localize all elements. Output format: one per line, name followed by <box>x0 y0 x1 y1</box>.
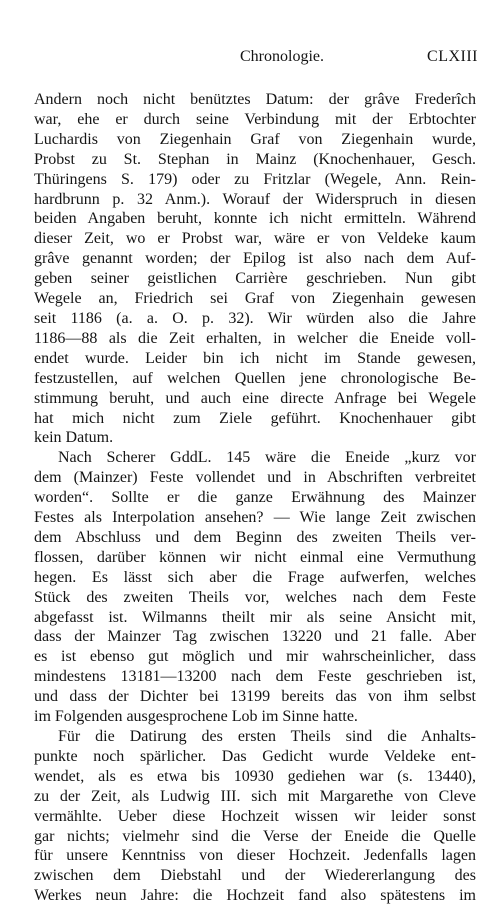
running-header <box>34 48 478 72</box>
text-line: war, ehe er durch seine Verbindung mit der Erbtochter <box>34 110 476 128</box>
text-line: Werkes neun Jahre: die Hochzeit fand also spätestens im <box>34 887 476 905</box>
text-line: beiden Angaben beruht, konnte ich nicht ermitteln. Während <box>34 210 476 228</box>
text-line: endet wurde. Leider bin ich nicht im Stande gewesen, <box>34 349 476 367</box>
text-line: punkte noch spärlicher. Das Gedicht wurde Veldeke ent- <box>34 747 476 765</box>
text-line: es ist ebenso gut möglich und mir wahrscheinlicher, dass <box>34 648 476 666</box>
page-number: CLXIII <box>427 48 478 65</box>
text-line: gar nichts; vielmehr sind die Verse der Eneide die Quelle <box>34 827 476 845</box>
text-line: festzustellen, auf welchen Quellen jene chronologische Be- <box>34 369 476 387</box>
text-line: Nach Scherer GddL. 145 wäre die Eneide „kurz vor <box>58 449 476 467</box>
text-line: 1186—88 als die Zeit erhalten, in welcher die Eneide voll- <box>34 329 476 347</box>
text-line: dieser Zeit, wo er Probst war, wäre er von Veldeke kaum <box>34 230 476 248</box>
text-line: wendet, als es etwa bis 10930 gediehen war (s. 13440), <box>34 767 476 785</box>
text-line: und dass der Dichter bei 13199 bereits das von ihm selbst <box>34 688 476 706</box>
text-line: Andern noch nicht benütztes Datum: der grâve Frederîch <box>34 91 476 108</box>
text-line: zu der Zeit, als Ludwig III. sich mit Margarethe von Cleve <box>34 787 476 805</box>
text-line: Thüringens S. 179) oder zu Fritzlar (Wegele, Ann. Rein- <box>34 170 476 188</box>
text-line: dem Abschluss und dem Beginn des zweiten Theils ver- <box>34 528 476 546</box>
text-line: für unsere Kenntniss von dieser Hochzeit. Jedenfalls lagen <box>34 847 476 865</box>
text-line: grâve genannt worden; der Epilog ist also nach dem Auf- <box>34 250 476 268</box>
text-line: mindestens 13181—13200 nach dem Feste geschrieben ist, <box>34 668 476 686</box>
text-line: Stück des zweiten Theils vor, welches nach dem Feste <box>34 588 476 606</box>
text-line: Luchardis von Ziegenhain Graf von Ziegenhain wurde, <box>34 130 476 148</box>
text-line: stimmung beruht, und auch eine directe Anfrage bei Wegele <box>34 389 476 407</box>
text-line: kein Datum. <box>34 429 114 447</box>
text-line: geben seiner geistlichen Carrière geschrieben. Nun gibt <box>34 270 476 288</box>
text-line: Für die Datirung des ersten Theils sind die Anhalts- <box>58 728 476 745</box>
header-title: Chronologie. <box>240 48 324 65</box>
text-line: hardbrunn p. 32 Anm.). Worauf der Widerspruch in diesen <box>34 190 476 208</box>
text-line: vermählte. Ueber diese Hochzeit wissen wir leider sonst <box>34 807 476 825</box>
text-line: dass der Mainzer Tag zwischen 13220 und 21 falle. Aber <box>34 628 476 646</box>
text-line: zwischen dem Diebstahl und der Wiedererlangung des <box>34 867 476 885</box>
text-line: worden“. Sollte er die ganze Erwähnung des Mainzer <box>34 489 476 507</box>
text-line: Wegele an, Friedrich sei Graf von Ziegenhain gewesen <box>34 290 476 308</box>
text-line: hat mich nicht zum Ziele geführt. Knochenhauer gibt <box>34 409 476 427</box>
text-line: Probst zu St. Stephan in Mainz (Knochenhauer, Gesch. <box>34 150 476 168</box>
text-line: dem (Mainzer) Feste vollendet und in Abschriften verbreitet <box>34 469 476 487</box>
body-text <box>34 90 476 906</box>
text-line: abgefasst ist. Wilmanns theilt mir als seine Ansicht mit, <box>34 608 476 626</box>
text-line: seit 1186 (a. a. O. p. 32). Wir würden also die Jahre <box>34 309 476 327</box>
text-line: im Folgenden ausgesprochene Lob im Sinne hatte. <box>34 708 358 726</box>
text-line: Festes als Interpolation ansehen? — Wie lange Zeit zwischen <box>34 509 476 527</box>
text-line: flossen, darüber können wir nicht einmal eine Vermuthung <box>34 548 476 566</box>
text-line: hegen. Es lässt sich aber die Frage aufwerfen, welches <box>34 568 476 586</box>
